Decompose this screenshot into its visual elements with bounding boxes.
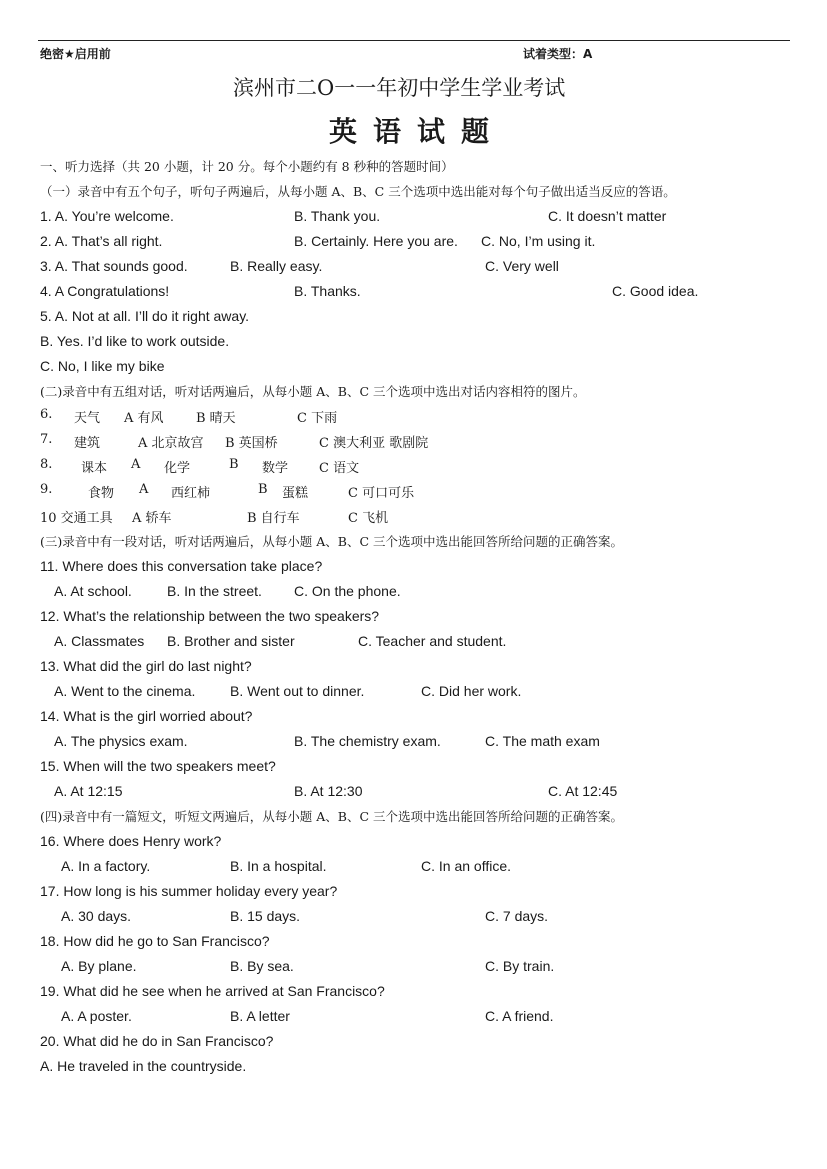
option-b: B. In a hospital. [230, 858, 327, 874]
option-c: C. The math exam [485, 733, 600, 749]
option-c: C 澳大利亚 歌剧院 [319, 436, 429, 451]
option-c: C. At 12:45 [548, 783, 618, 799]
question-text: 18. How did he go to San Francisco? [40, 933, 270, 949]
option-a: A 北京故宫 [138, 436, 204, 451]
option-b: B. Really easy. [230, 258, 323, 274]
option-a: 西红柿 [171, 486, 211, 501]
option-c: C. It doesn’t matter [548, 208, 667, 224]
option-b: B. At 12:30 [294, 783, 363, 799]
option-b: B 晴天 [196, 411, 236, 426]
option-b: B. 15 days. [230, 908, 301, 924]
question-topic: 食物 [88, 486, 115, 501]
option-a: A. At school. [54, 583, 132, 599]
option-a: A. He traveled in the countryside. [40, 1058, 247, 1074]
confidential-label: 绝密★启用前 [40, 47, 111, 61]
option-a: A. A poster. [61, 1008, 132, 1024]
question-text: 11. Where does this conversation take place? [40, 558, 323, 574]
question-number: 9. [40, 482, 53, 497]
option-a: A. Classmates [54, 633, 145, 649]
option-a: A. In a factory. [61, 858, 151, 874]
option-c: C. Good idea. [612, 283, 699, 299]
option-b: B. In the street. [167, 583, 262, 599]
section-4-instruction: (四)录音中有一篇短文，听短文两遍后，从每小题 A、B、C 三个选项中选出能回答所给问题的正确答案。 [40, 809, 623, 824]
option-b: 数学 [262, 461, 289, 476]
section-3-instruction: (三)录音中有一段对话，听对话两遍后，从每小题 A、B、C 三个选项中选出能回答所给问题的正确答案。 [40, 534, 623, 549]
option-c: C. 7 days. [485, 908, 549, 924]
option-b: B. Went out to dinner. [230, 683, 365, 699]
question-topic: 天气 [74, 411, 101, 426]
option-b: B 英国桥 [225, 436, 278, 451]
option-b: B. A letter [230, 1008, 290, 1024]
option-c: C. Very well [485, 258, 559, 274]
option-a: 化学 [164, 461, 191, 476]
option-b: B. Thanks. [294, 283, 361, 299]
question-text: 16. Where does Henry work? [40, 833, 222, 849]
option-b: B. Thank you. [294, 208, 381, 224]
option-a: A. 30 days. [61, 908, 132, 924]
option-b-letter: B [258, 482, 268, 497]
option-a: A. The physics exam. [54, 733, 188, 749]
option-c: C. No, I’m using it. [481, 233, 596, 249]
option-b: 蛋糕 [282, 486, 309, 501]
question-text: 13. What did the girl do last night? [40, 658, 252, 674]
option-a-letter: A [131, 457, 141, 472]
option-a: A. Went to the cinema. [54, 683, 196, 699]
question-text: 14. What is the girl worried about? [40, 708, 253, 724]
option-c: C 语文 [319, 461, 360, 476]
option-c: C. By train. [485, 958, 555, 974]
option-a: A. By plane. [61, 958, 137, 974]
option-c: C 飞机 [348, 511, 389, 526]
option-c: C. Did her work. [421, 683, 522, 699]
question-topic: 课本 [81, 461, 108, 476]
option-b: B. Brother and sister [167, 633, 295, 649]
question-text: 19. What did he see when he arrived at San Francisco? [40, 983, 385, 999]
question-number: 8. [40, 457, 53, 472]
option-a: 1. A. You’re welcome. [40, 208, 174, 224]
question-text: 15. When will the two speakers meet? [40, 758, 276, 774]
option-a: A. At 12:15 [54, 783, 123, 799]
option-b: B. Certainly. Here you are. [294, 233, 458, 249]
option-a-letter: A [139, 482, 149, 497]
subject-title: 英语试题 [329, 115, 506, 148]
option-b: B. By sea. [230, 958, 294, 974]
part-heading: 一、听力选择（共 20 小题，计 20 分。每个小题约有 8 秒种的答题时间） [40, 159, 454, 174]
option-b: B 自行车 [247, 511, 300, 526]
section-2-instruction: (二)录音中有五组对话，听对话两遍后，从每小题 A、B、C 三个选项中选出对话内容相符的图片。 [40, 384, 586, 399]
option-c: C 下雨 [297, 411, 338, 426]
exam-title: 滨州市二O一一年初中学生学业考试 [233, 76, 566, 100]
question-topic: 建筑 [74, 436, 101, 451]
option-b-letter: B [229, 457, 239, 472]
option-a: 2. A. That’s all right. [40, 233, 163, 249]
option-a: A 轿车 [132, 511, 172, 526]
option-c: C. Teacher and student. [358, 633, 507, 649]
option-a: A 有风 [124, 411, 164, 426]
option-b: B. The chemistry exam. [294, 733, 441, 749]
option-c: C. In an office. [421, 858, 512, 874]
option-c: C. On the phone. [294, 583, 401, 599]
option-a: 3. A. That sounds good. [40, 258, 188, 274]
question-topic: 10 交通工具 [40, 511, 113, 526]
option-a: 5. A. Not at all. I’ll do it right away. [40, 308, 250, 324]
option-b: B. Yes. I’d like to work outside. [40, 333, 230, 349]
question-text: 12. What’s the relationship between the two speakers? [40, 608, 380, 624]
question-number: 7. [40, 432, 53, 447]
option-c: C. No, I like my bike [40, 358, 165, 374]
option-c: C 可口可乐 [348, 486, 415, 501]
question-text: 20. What did he do in San Francisco? [40, 1033, 274, 1049]
paper-type-label: 试着类型：A [523, 47, 593, 61]
question-text: 17. How long is his summer holiday every year? [40, 883, 338, 899]
question-number: 6. [40, 407, 53, 422]
option-a: 4. A Congratulations! [40, 283, 170, 299]
option-c: C. A friend. [485, 1008, 554, 1024]
header-rule [38, 40, 790, 41]
section-1-instruction: （一）录音中有五个句子，听句子两遍后，从每小题 A、B、C 三个选项中选出能对每个句子做出适当反应的答语。 [40, 184, 676, 199]
